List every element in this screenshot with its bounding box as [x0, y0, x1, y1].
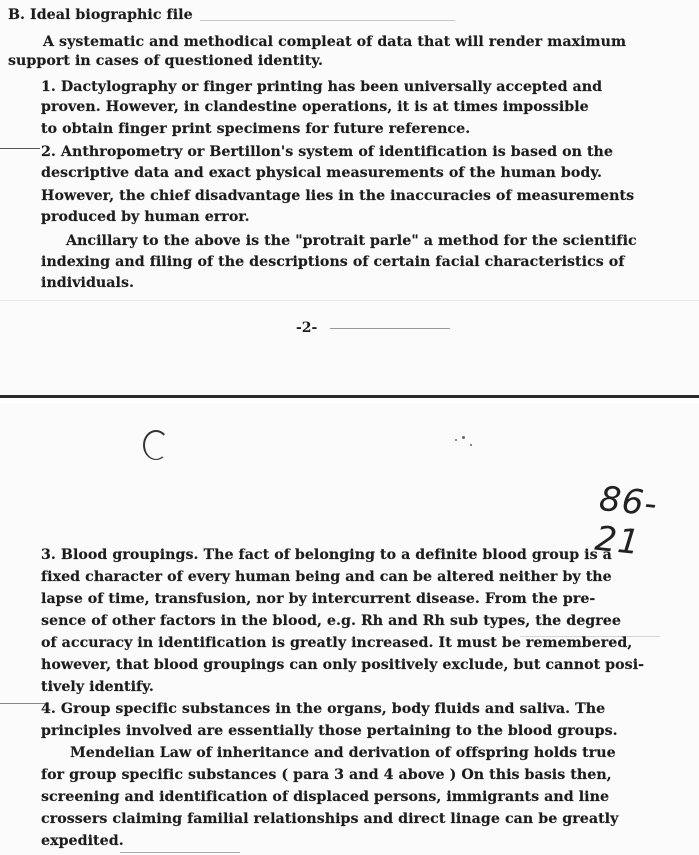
scan-rule — [0, 148, 40, 149]
paragraph-line: A systematic and methodical compleat of data that will render maximum — [43, 34, 627, 50]
paragraph-line: Mendelian Law of inheritance and derivation of offspring holds true — [70, 745, 616, 761]
scan-rule — [0, 703, 45, 704]
paragraph-line: screening and identification of displaced persons, immigrants and line — [41, 789, 610, 805]
paragraph-line: support in cases of questioned identity. — [8, 53, 324, 69]
paragraph-line: fixed character of every human being and can be altered neither by the — [41, 569, 612, 585]
paragraph-line: for group specific substances ( para 3 and 4 above ) On this basis then, — [41, 767, 612, 783]
paragraph-line: 4. Group specific substances in the organs, body fluids and saliva. The — [41, 701, 606, 717]
scan-rule — [120, 852, 240, 853]
paragraph-line: Ancillary to the above is the "protrait parle" a method for the scientific — [66, 233, 637, 249]
paragraph-line: to obtain finger print specimens for future reference. — [41, 121, 471, 137]
document-page-top — [0, 0, 699, 395]
scan-rule — [200, 20, 455, 21]
paragraph-line: 2. Anthropometry or Bertillon's system of identification is based on the — [41, 144, 613, 160]
paragraph-line: individuals. — [41, 275, 134, 291]
paragraph-line: indexing and filing of the descriptions of certain facial characteristics of — [41, 254, 625, 270]
scan-rule — [330, 328, 450, 329]
page-number: -2- — [296, 320, 318, 336]
paragraph-line: tively identify. — [41, 679, 154, 695]
page-separator — [0, 395, 699, 403]
punch-hole-mark — [143, 430, 169, 460]
paragraph-line: expedited. — [41, 833, 124, 849]
scan-speck — [462, 436, 465, 439]
paragraph-line: produced by human error. — [41, 209, 250, 225]
paragraph-line: crossers claiming familial relationships and direct linage can be greatly — [41, 811, 619, 827]
paragraph-line: 3. Blood groupings. The fact of belonging to a definite blood group is a — [41, 547, 612, 563]
paragraph-line: of accuracy in identification is greatly increased. It must be remembered, — [41, 635, 633, 651]
paragraph-line: sence of other factors in the blood, e.g. Rh and Rh sub types, the degree — [41, 613, 621, 629]
paragraph-line: principles involved are essentially those pertaining to the blood groups. — [41, 723, 618, 739]
scan-speck — [455, 439, 457, 441]
paragraph-line: however, that blood groupings can only positively exclude, but cannot posi- — [41, 657, 645, 673]
section-heading: B. Ideal biographic file — [8, 7, 193, 23]
paragraph-line: 1. Dactylography or finger printing has been universally accepted and — [41, 79, 603, 95]
paragraph-line: proven. However, in clandestine operations, it is at times impossible — [41, 99, 589, 115]
paragraph-line: descriptive data and exact physical measurements of the human body. — [41, 165, 603, 181]
paragraph-line: lapse of time, transfusion, nor by intercurrent disease. From the pre- — [41, 591, 596, 607]
scan-rule — [0, 300, 699, 301]
handwritten-file-number: 86-21 — [593, 478, 660, 564]
scan-speck — [470, 444, 472, 446]
paragraph-line: However, the chief disadvantage lies in the inaccuracies of measurements — [41, 188, 635, 204]
